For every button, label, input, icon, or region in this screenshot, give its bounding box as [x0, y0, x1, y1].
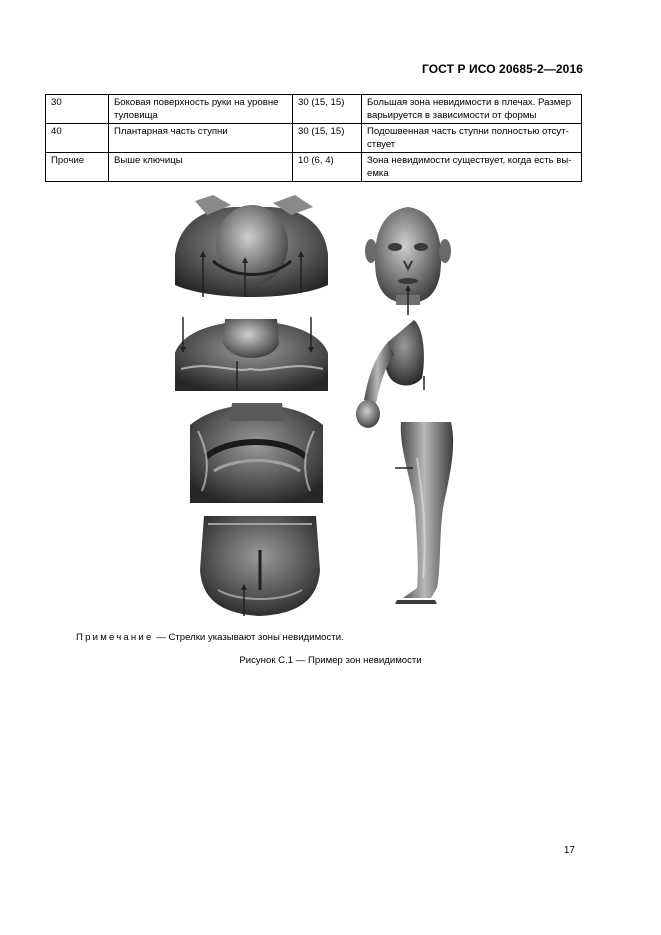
- table-cell: 30: [46, 95, 109, 124]
- table-row: [46, 153, 582, 182]
- scan-head-top-view: [173, 193, 330, 306]
- note-label: Примечание: [76, 632, 154, 643]
- scan-leg-side-view: [393, 418, 459, 606]
- note-text: — Стрелки указывают зоны невидимости.: [153, 632, 344, 643]
- table-cell: Большая зона невидимости в плечах. Размер варьируется в зависимости от формы: [362, 95, 582, 124]
- table-cell: 30 (15, 15): [293, 124, 362, 153]
- invisibility-zones-table: [45, 94, 582, 182]
- table-cell: 40: [46, 124, 109, 153]
- table-cell: Боковая поверхность руки на уровне туловища: [109, 95, 293, 124]
- scan-face-front-view: [362, 203, 454, 315]
- table-row: [46, 95, 582, 124]
- table-cell: Выше ключицы: [109, 153, 293, 182]
- table-cell: Плантарная часть ступни: [109, 124, 293, 153]
- figure-caption: Рисунок С.1 — Пример зон невидимости: [239, 655, 422, 666]
- page-number: 17: [563, 845, 575, 856]
- scan-buttocks-back-view: [198, 510, 322, 618]
- table-cell: Прочие: [46, 153, 109, 182]
- scan-torso-top-view: [188, 401, 325, 504]
- table-cell: 30 (15, 15): [293, 95, 362, 124]
- table-row: [46, 124, 582, 153]
- figure-note: [76, 632, 344, 643]
- table-cell: Зона невидимости существует, когда есть вы-емка: [362, 153, 582, 182]
- table-cell: Подошвенная часть ступни полностью отсут-ствует: [362, 124, 582, 153]
- document-id: ГОСТ Р ИСО 20685-2—2016: [421, 62, 583, 76]
- table-cell: 10 (6, 4): [293, 153, 362, 182]
- scan-shoulders-back-view: [173, 313, 330, 393]
